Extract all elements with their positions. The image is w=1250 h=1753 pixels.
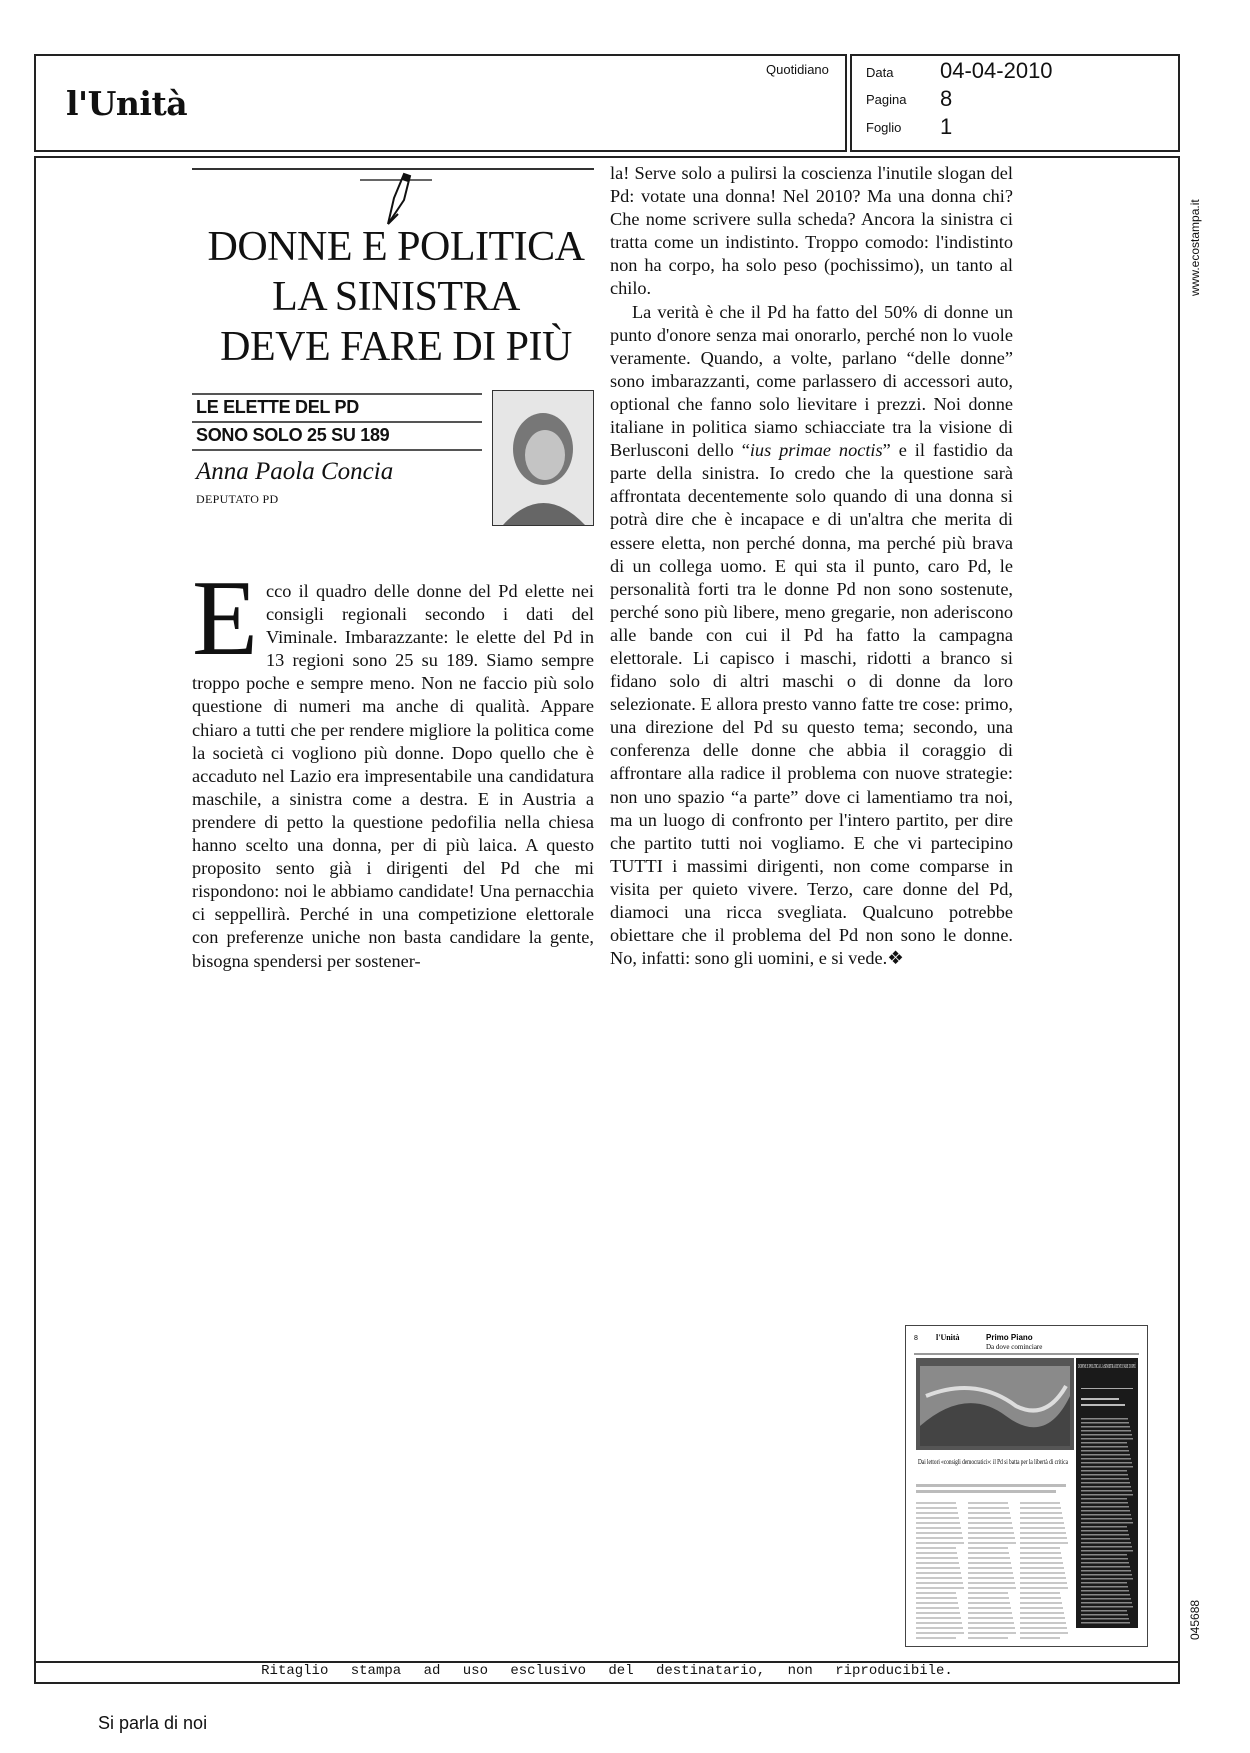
page-footer: Si parla di noi	[98, 1713, 208, 1733]
sheet-label: Foglio	[866, 120, 902, 135]
date-value: 04-04-2010	[940, 58, 1053, 83]
page-label: Pagina	[866, 92, 907, 107]
side-url: www.ecostampa.it	[1188, 199, 1202, 296]
paragraph-2: la! Serve solo a pulirsi la coscienza l'inutile slogan del Pd: votate una donna! Nel 2010? Ma una donna chi? Che nome scrivere sulla scheda? Ancora la sinistra ci tratta come un indistinto. Troppo comodo: l'indistinto non ha corpo, ha solo peso (pochissimo), un tanto al chilo.	[610, 163, 1013, 299]
thumb-page-number: 8	[914, 1335, 918, 1342]
sheet-value: 1	[940, 114, 953, 139]
kicker-rule-top	[192, 393, 482, 395]
thumb-subsection: Da dove cominciare	[986, 1343, 1043, 1351]
drop-cap: E	[192, 559, 258, 678]
page-value: 8	[940, 86, 953, 111]
thumb-headline: Dai lettori «consigli democratici»: il Pd si batta per la libertà di critica	[918, 1458, 1069, 1466]
footer-notice: Ritaglio stampa ad uso esclusivo del destinatario, non riproducibile.	[261, 1663, 953, 1679]
kicker-line-1: LE ELETTE DEL PD	[196, 397, 359, 417]
article-column-left	[192, 559, 594, 973]
side-code: 045688	[1188, 1599, 1202, 1640]
article-title: DONNE E POLITICA LA SINISTRA DEVE FARE DI PIÙ	[207, 224, 585, 370]
paragraph-3: La verità è che il Pd ha fatto del 50% di donne un punto d'onore senza mai onorarlo, perché non lo vuole veramente. Quando, a volte, parlano “delle donne” sono imbarazzanti, come parlassero di accessori auto, optional che fanno solo lievitare i prezzi. Noi donne italiane in politica siamo schiacciate tra la visione di Berlusconi dello “ius primae noctis” e il fastidio da parte della sinistra. Io credo che la questione sarà affrontata decentemente solo quando di una donna si potrà dire che è incapace e di un'altra che merita di essere eletta, non perché donna, ma perché più brava di un collega uomo. E qui sta il punto, caro Pd, le personalità forti tra le donne Pd non sono sostenute, perché sono più libere, meno gregarie, non aderiscono alle bande con cui il Pd ha fatto la campagna elettorale. Li capisco i maschi, ridotti a branco si fidano solo di altri maschi o di donne da loro selezionate. E allora presto vanno fatte tre cose: primo, una direzione del Pd su questo tema; secondo, una conferenza delle donne che abbia il coraggio di affrontare alla radice il problema con nuove strategie: non uno spazio “a parte” dove ci lamentiamo tra noi, ma un luogo di confronto per l'intero partito, per dire che partito tutti noi vogliamo. E che vi partecipino TUTTI i massimi dirigenti, non come comparse in visita per quieto vivere. Terzo, care donne del Pd, diamoci una ricca svegliata. Qualcuno potrebbe obiettare che il problema del Pd non sono le donne. No, infatti: sono gli uomini, e si vede.❖	[610, 301, 1014, 969]
publication-type: Quotidiano	[766, 62, 829, 77]
fountain-pen-icon	[360, 168, 432, 230]
author-name: Anna Paola Concia	[196, 458, 394, 485]
paragraph-1: cco il quadro delle donne del Pd elette nei consigli regionali secondo i dati del Viminale. Imbarazzante: le elette del Pd in 13 regioni sono 25 su 189. Siamo sempre troppo poche e sempre meno. Non ne faccio più solo questione di numeri ma anche di qualità. Appare chiaro a tutti che per rendere migliore la politica come la società ci vogliono più donne. Dopo quello che è accaduto nel Lazio era impresentabile una candidatura maschile, a sinistra come a destra. E in Austria a prendere di petto la questione pedofilia nella chiesa hanno scelto una donna, per di più laica. A questo proposito sento già i dirigenti del Pd che mi rispondono: noi le abbiamo candidate! Una pernacchia ci seppellirà. Perché in una competizione elettorale con preferenze uniche non basta candidare la gente, bisogna spendersi per sostener-	[192, 581, 594, 971]
kicker-line-2: SONO SOLO 25 SU 189	[196, 425, 390, 445]
thumb-mini-title: DONNE E POLITICA LA SINISTRA DEVE FARE DI PIÙ	[1078, 1364, 1223, 1370]
newspaper-logo: l'Unità	[66, 84, 188, 123]
author-role: DEPUTATO PD	[196, 492, 279, 506]
article-column-right	[610, 162, 1013, 970]
date-label: Data	[866, 65, 894, 80]
thumb-section: Primo Piano	[986, 1333, 1033, 1342]
end-mark: ❖	[887, 948, 904, 969]
thumb-logo: l'Unità	[936, 1333, 960, 1342]
author-photo	[492, 390, 594, 526]
kicker-rule-mid	[192, 421, 482, 423]
kicker-rule-bottom	[192, 449, 482, 451]
